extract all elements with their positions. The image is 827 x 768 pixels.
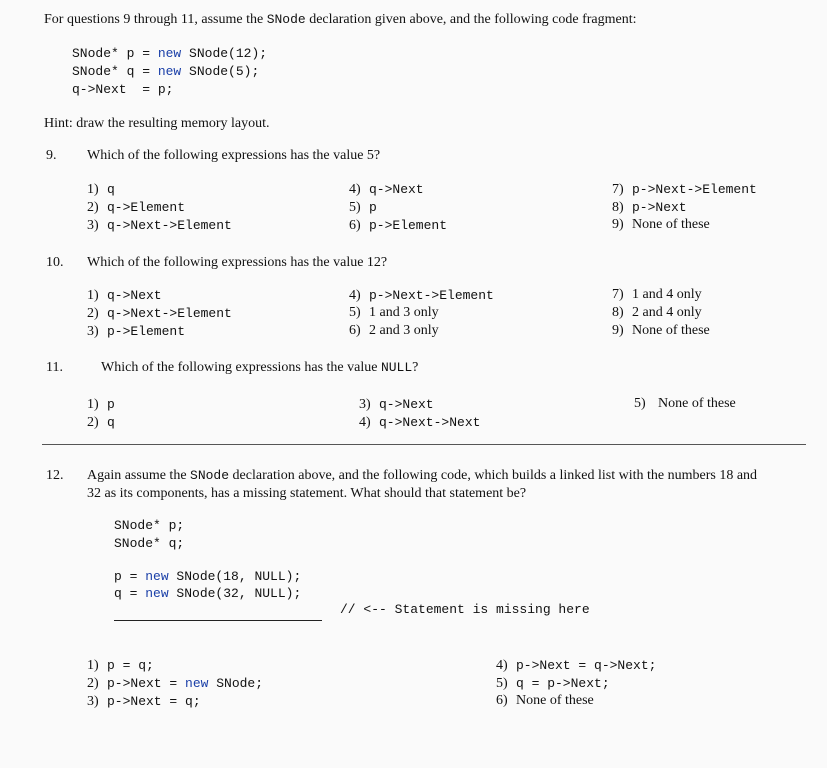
option-12-4[interactable]: 4) p->Next = q->Next;	[496, 658, 657, 673]
option-10-5[interactable]: 5) 1 and 3 only	[349, 305, 439, 320]
option-10-7[interactable]: 7) 1 and 4 only	[612, 287, 702, 302]
missing-statement-blank	[114, 620, 322, 621]
section-divider	[42, 444, 806, 445]
option-12-2[interactable]: 2) p->Next = new SNode;	[87, 676, 264, 691]
option-11-2[interactable]: 2) q	[87, 415, 115, 430]
question-text: Which of the following expressions has the value 5?	[87, 148, 381, 163]
question-number: 9.	[46, 148, 57, 163]
option-12-1[interactable]: 1) p = q;	[87, 658, 154, 673]
intro-text: For questions 9 through 11, assume the SNode declaration given above, and the following code fragment:	[44, 12, 637, 27]
option-11-3[interactable]: 3) q->Next	[359, 397, 434, 412]
option-9-8[interactable]: 8) p->Next	[612, 200, 687, 215]
code-line: SNode* q = new SNode(5);	[72, 64, 260, 79]
option-11-5[interactable]: 5) None of these	[634, 396, 736, 411]
option-9-2[interactable]: 2) q->Element	[87, 200, 186, 215]
option-11-1[interactable]: 1) p	[87, 397, 115, 412]
option-9-5[interactable]: 5) p	[349, 200, 377, 215]
question-text: Which of the following expressions has the value 12?	[87, 255, 388, 270]
option-9-1[interactable]: 1) q	[87, 182, 115, 197]
option-9-6[interactable]: 6) p->Element	[349, 218, 448, 233]
option-10-1[interactable]: 1) q->Next	[87, 288, 162, 303]
option-12-3[interactable]: 3) p->Next = q;	[87, 694, 201, 709]
code-line: q->Next = p;	[72, 82, 174, 97]
option-10-8[interactable]: 8) 2 and 4 only	[612, 305, 702, 320]
question-number: 10.	[46, 255, 64, 270]
code-line: SNode* p;	[114, 518, 185, 533]
option-10-2[interactable]: 2) q->Next->Element	[87, 306, 232, 321]
option-9-7[interactable]: 7) p->Next->Element	[612, 182, 757, 197]
question-text: Which of the following expressions has the value NULL?	[101, 360, 419, 375]
option-12-6[interactable]: 6) None of these	[496, 693, 594, 708]
code-line: SNode* p = new SNode(12);	[72, 46, 268, 61]
question-text: Again assume the SNode declaration above, and the following code, which builds a linked list with the numbers 18 and	[87, 468, 758, 483]
option-9-3[interactable]: 3) q->Next->Element	[87, 218, 232, 233]
question-text-line2: 32 as its components, has a missing statement. What should that statement be?	[87, 486, 527, 501]
option-9-9[interactable]: 9) None of these	[612, 217, 710, 232]
option-10-4[interactable]: 4) p->Next->Element	[349, 288, 494, 303]
option-11-4[interactable]: 4) q->Next->Next	[359, 415, 481, 430]
code-line: SNode* q;	[114, 536, 185, 551]
option-10-9[interactable]: 9) None of these	[612, 323, 710, 338]
code-line: q = new SNode(32, NULL);	[114, 586, 302, 601]
option-9-4[interactable]: 4) q->Next	[349, 182, 424, 197]
option-10-3[interactable]: 3) p->Element	[87, 324, 186, 339]
option-10-6[interactable]: 6) 2 and 3 only	[349, 323, 439, 338]
missing-comment: // <-- Statement is missing here	[340, 602, 590, 617]
code-line: p = new SNode(18, NULL);	[114, 569, 302, 584]
hint-text: Hint: draw the resulting memory layout.	[44, 116, 270, 131]
question-number: 12.	[46, 468, 64, 483]
question-number: 11.	[46, 360, 63, 375]
option-12-5[interactable]: 5) q = p->Next;	[496, 676, 610, 691]
